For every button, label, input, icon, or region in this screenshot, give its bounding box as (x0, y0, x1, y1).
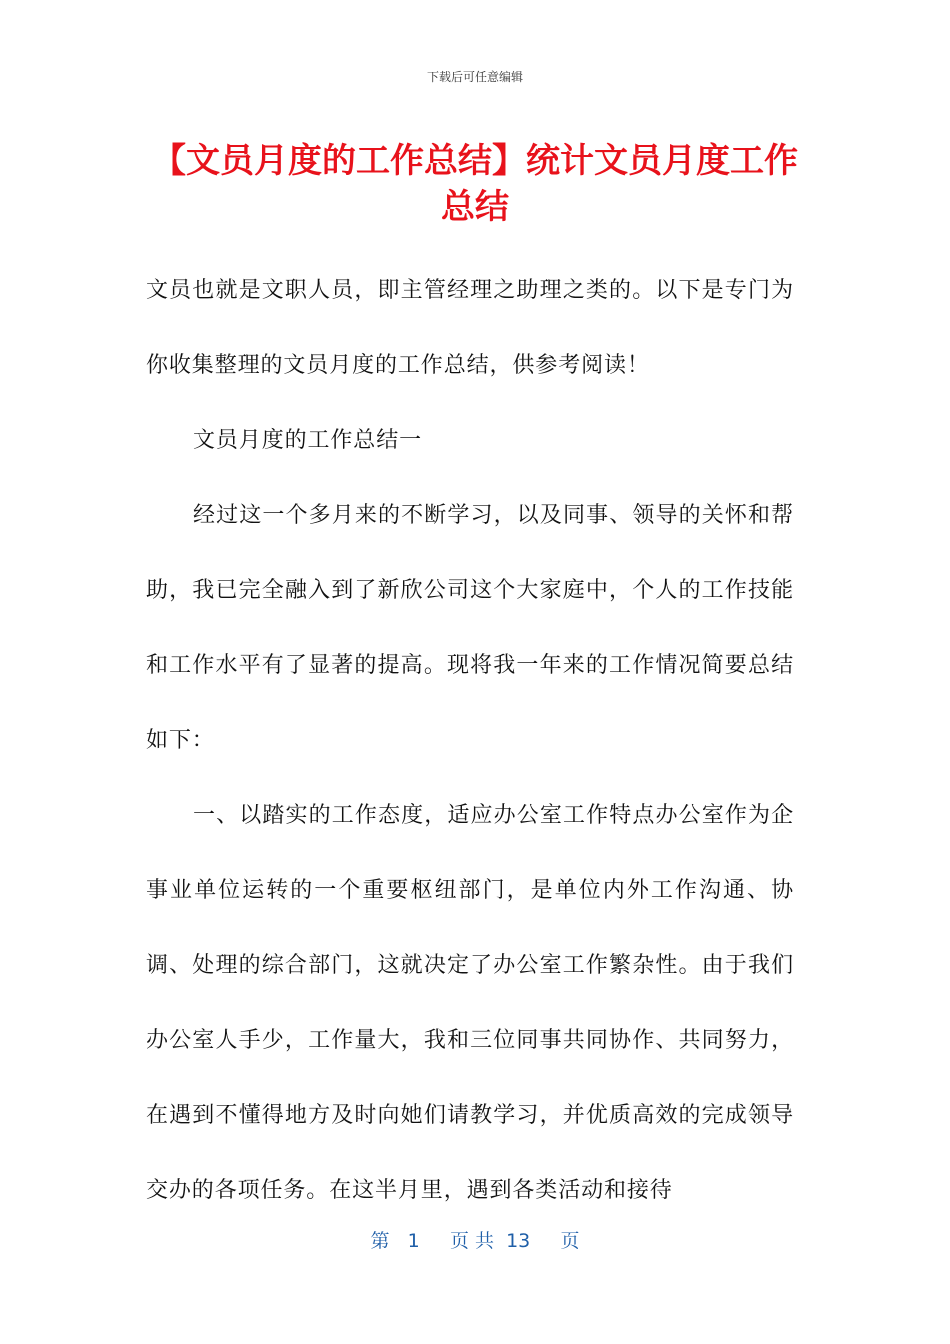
header-note: 下载后可任意编辑 (426, 70, 523, 84)
document-title: 【文员月度的工作总结】统计文员月度工作总结 (152, 141, 798, 227)
document-body (146, 253, 794, 1228)
section-heading: 文员月度的工作总结一 (193, 428, 423, 453)
body-paragraph: 一、以踏实的工作态度，适应办公室工作特点办公室作为企事业单位运转的一个重要枢纽部门，是单位内外工作沟通、协调、处理的综合部门，这就决定了办公室工作繁杂性。由于我们办公室人手少，工作量大，我和三位同事共同协作、共同努力，在遇到不懂得地方及时向她们请教学习，并优质高效的完成领导交办的各项任务。在这半月里，遇到各类活动和接待 (146, 803, 794, 1203)
intro-paragraph: 文员也就是文职人员，即主管经理之助理之类的。以下是专门为你收集整理的文员月度的工作总结，供参考阅读！ (146, 278, 794, 378)
page-number-footer: 第 1 页 共 13 页 (370, 1230, 580, 1252)
body-paragraph: 经过这一个多月来的不断学习，以及同事、领导的关怀和帮助，我已完全融入到了新欣公司这个大家庭中，个人的工作技能和工作水平有了显著的提高。现将我一年来的工作情况简要总结如下： (146, 503, 794, 753)
